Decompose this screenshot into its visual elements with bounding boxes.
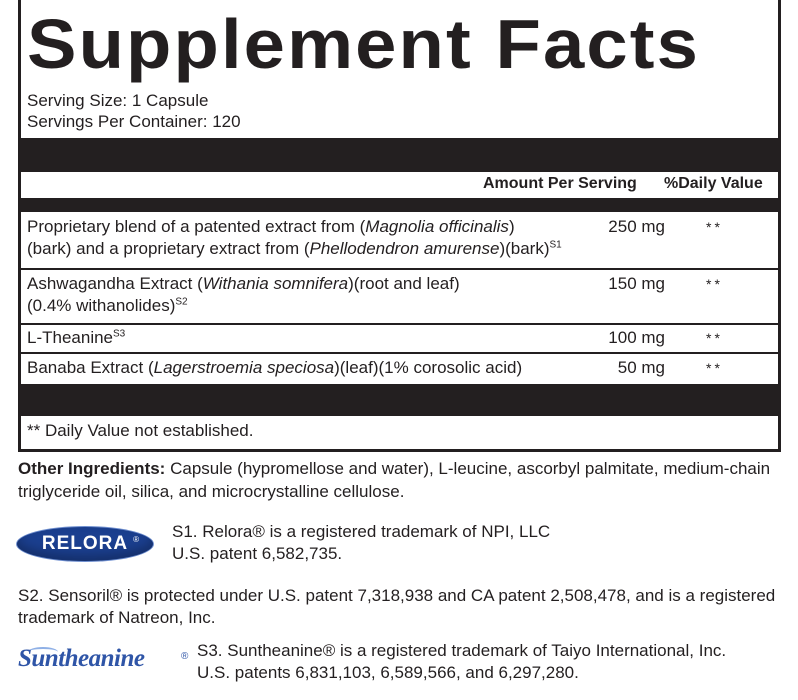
daily-value-header: %Daily Value [664, 175, 763, 192]
suntheanine-logo [18, 645, 193, 681]
ingredient-daily-value: ** [706, 330, 723, 346]
ingredient-name: Banaba Extract (Lagerstroemia speciosa)(leaf)(1% corosolic acid) [27, 358, 523, 377]
other-ingredients-label: Other Ingredients: [18, 459, 166, 478]
ingredient-row-banaba [21, 357, 778, 381]
suntheanine-registered-mark: ® [181, 651, 189, 662]
serving-size: Serving Size: 1 Capsule [27, 91, 209, 110]
ingredient-name: Ashwagandha Extract (Withania somnifera)(root and leaf) (0.4% withanolides)$^{S2}$ [27, 274, 460, 315]
ingredient-amount: 250 mg [608, 217, 665, 236]
ingredient-amount: 100 mg [608, 328, 665, 347]
ingredient-amount: 50 mg [617, 358, 665, 377]
row-divider [21, 323, 778, 325]
amount-per-serving-header: Amount Per Serving [483, 175, 637, 192]
row-divider [21, 268, 778, 270]
ingredient-name: Proprietary blend of a patented extract from (Magnolia officinalis) (bark) and a proprietary extract from (Phellodendron amurense)(bark)$^{S1}$ [27, 217, 562, 258]
trademark-s2: S2. Sensoril® is protected under U.S. patent 7,318,938 and CA patent 2,508,478, and is a registered trademark of Natreon, Inc. [18, 586, 776, 627]
row-divider [21, 352, 778, 354]
thick-divider-bottom [21, 384, 778, 416]
other-ingredients-text: Capsule (hypromellose and water), L-leucine, ascorbyl palmitate, medium-chain triglyceride oil, silica, and microcrystalline cellulose. [18, 459, 771, 501]
ingredient-row-magnolia-phellodendron [21, 216, 778, 268]
daily-value-footnote: ** Daily Value not established. [27, 421, 254, 440]
servings-per-container: Servings Per Container: 120 [27, 112, 241, 131]
ingredient-name: L-Theanine$^{S3}$ [27, 328, 126, 347]
trademark-s1: S1. Relora® is a registered trademark of NPI, LLC U.S. patent 6,582,735. [172, 522, 551, 563]
ingredient-row-l-theanine [21, 327, 778, 351]
ingredient-row-ashwagandha [21, 273, 778, 323]
relora-logo-text: RELORA [41, 533, 129, 554]
ingredient-daily-value: ** [706, 360, 723, 376]
thick-divider-top [21, 138, 778, 172]
other-ingredients [18, 457, 788, 503]
ingredient-daily-value: ** [706, 219, 723, 235]
ingredient-daily-value: ** [706, 276, 723, 292]
relora-logo [17, 527, 153, 561]
trademark-s3: S3. Suntheanine® is a registered trademark of Taiyo International, Inc. U.S. patents 6,831,103, 6,589,566, and 6,297,280. [197, 641, 727, 682]
thick-divider-header [21, 198, 778, 212]
suntheanine-logo-text: Suntheanine [18, 645, 145, 672]
relora-registered-mark: ® [133, 535, 139, 544]
supplement-facts-panel [18, 0, 781, 452]
ingredient-amount: 150 mg [608, 274, 665, 293]
panel-title: Supplement Facts [27, 5, 701, 83]
